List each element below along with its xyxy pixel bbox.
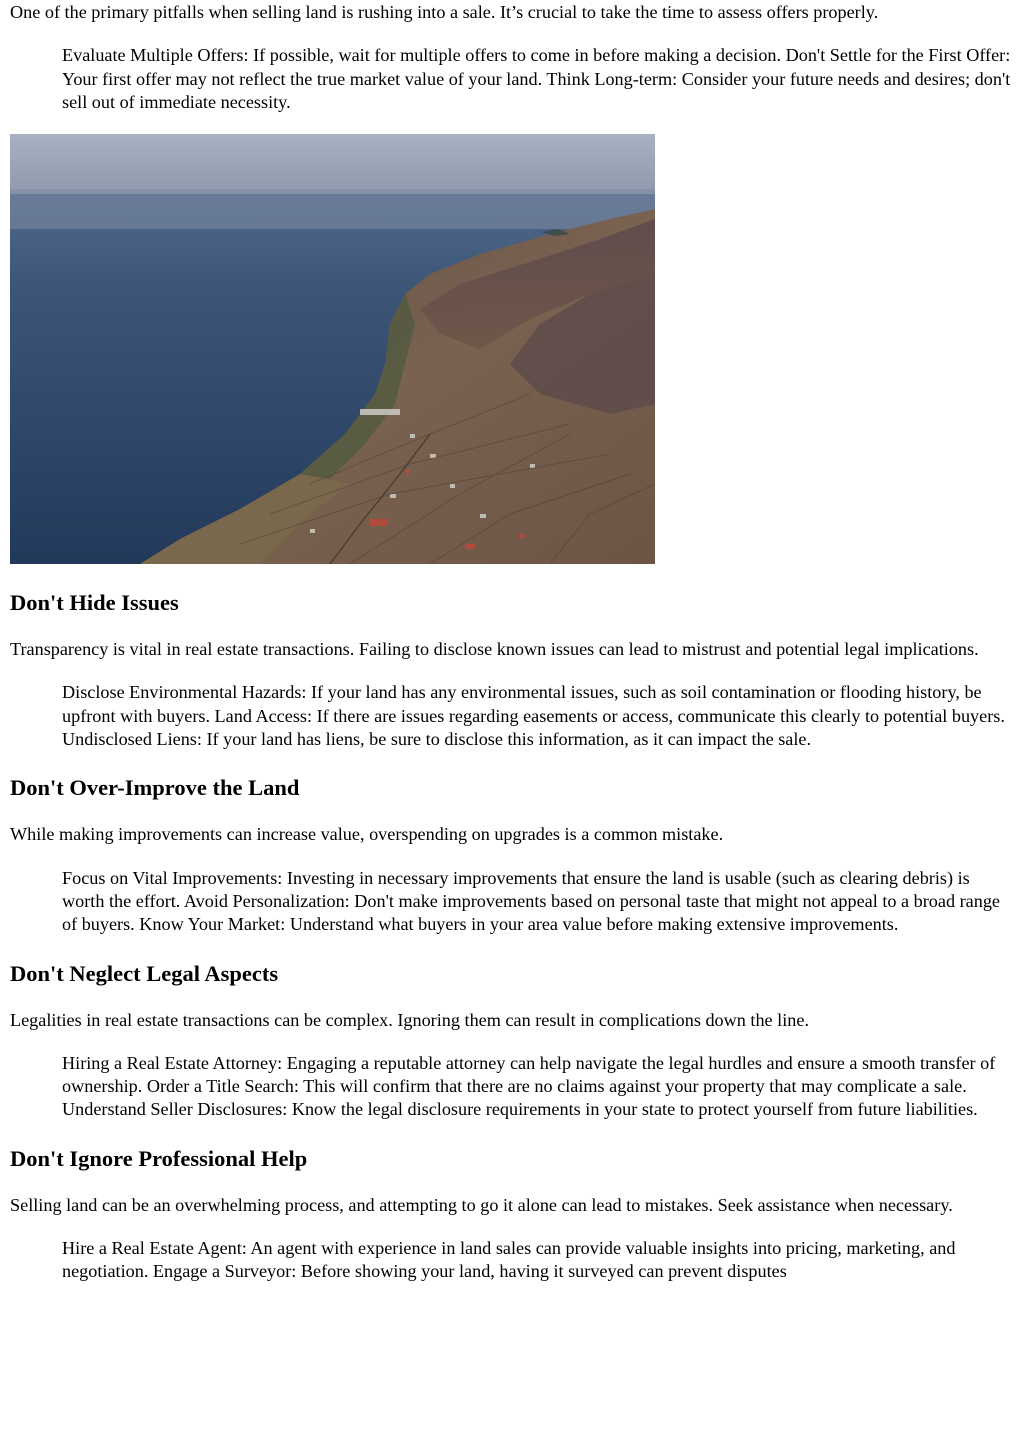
- aerial-coastline-image: [10, 134, 655, 564]
- intro-blockquote: Evaluate Multiple Offers: If possible, wait for multiple offers to come in before making a decision. Don't Settle for the First Offer: Your first offer may not reflect the true market value of your land. Think Long-term: Consider your future needs and desires; don't sell out of immediate necessity.: [62, 45, 1011, 112]
- section-heading-legal-aspects: Don't Neglect Legal Aspects: [10, 960, 279, 986]
- intro-paragraph: One of the primary pitfalls when selling land is rushing into a sale. It’s crucial to take the time to assess offers properly.: [10, 2, 879, 22]
- section-paragraph-professional-help: Selling land can be an overwhelming process, and attempting to go it alone can lead to mistakes. Seek assistance when necessary.: [10, 1194, 953, 1215]
- section-paragraph-hide-issues: Transparency is vital in real estate transactions. Failing to disclose known issues can lead to mistrust and potential legal implications.: [10, 639, 979, 660]
- section-paragraph-legal-aspects: Legalities in real estate transactions can be complex. Ignoring them can result in complications down the line.: [10, 1009, 809, 1030]
- section-heading-professional-help: Don't Ignore Professional Help: [10, 1145, 308, 1171]
- section-heading-hide-issues: Don't Hide Issues: [10, 590, 179, 616]
- section-paragraph-over-improve: While making improvements can increase value, overspending on upgrades is a common mistake.: [10, 824, 724, 845]
- section-blockquote-professional-help: Hire a Real Estate Agent: An agent with experience in land sales can provide valuable insights into pricing, marketing, and negotiation. Engage a Surveyor: Before showing your land, having it surveyed can prevent disputes: [62, 1238, 956, 1282]
- section-blockquote-legal-aspects: Hiring a Real Estate Attorney: Engaging a reputable attorney can help navigate the legal hurdles and ensure a smooth transfer of ownership. Order a Title Search: This will confirm that there are no claims against your property that may complicate a sale. Understand Seller Disclosures: Know the legal disclosure requirements in your state to protect yourself from future liabilities.: [62, 1052, 996, 1120]
- aerial-coastline-photo: [10, 134, 655, 564]
- section-heading-over-improve: Don't Over-Improve the Land: [10, 775, 300, 801]
- section-blockquote-hide-issues: Disclose Environmental Hazards: If your land has any environmental issues, such as soil contamination or flooding history, be upfront with buyers. Land Access: If there are issues regarding easements or access, communicate this clearly to potential buyers. Undisclosed Liens: If your land has liens, be sure to disclose this information, as it can impact the sale.: [62, 682, 1005, 750]
- section-blockquote-over-improve: Focus on Vital Improvements: Investing in necessary improvements that ensure the land is usable (such as clearing debris) is worth the effort. Avoid Personalization: Don't make improvements based on personal taste that might not appeal to a broad range of buyers. Know Your Market: Understand what buyers in your area value before making extensive improvements.: [62, 867, 1001, 935]
- article-body: [10, 0, 1014, 1284]
